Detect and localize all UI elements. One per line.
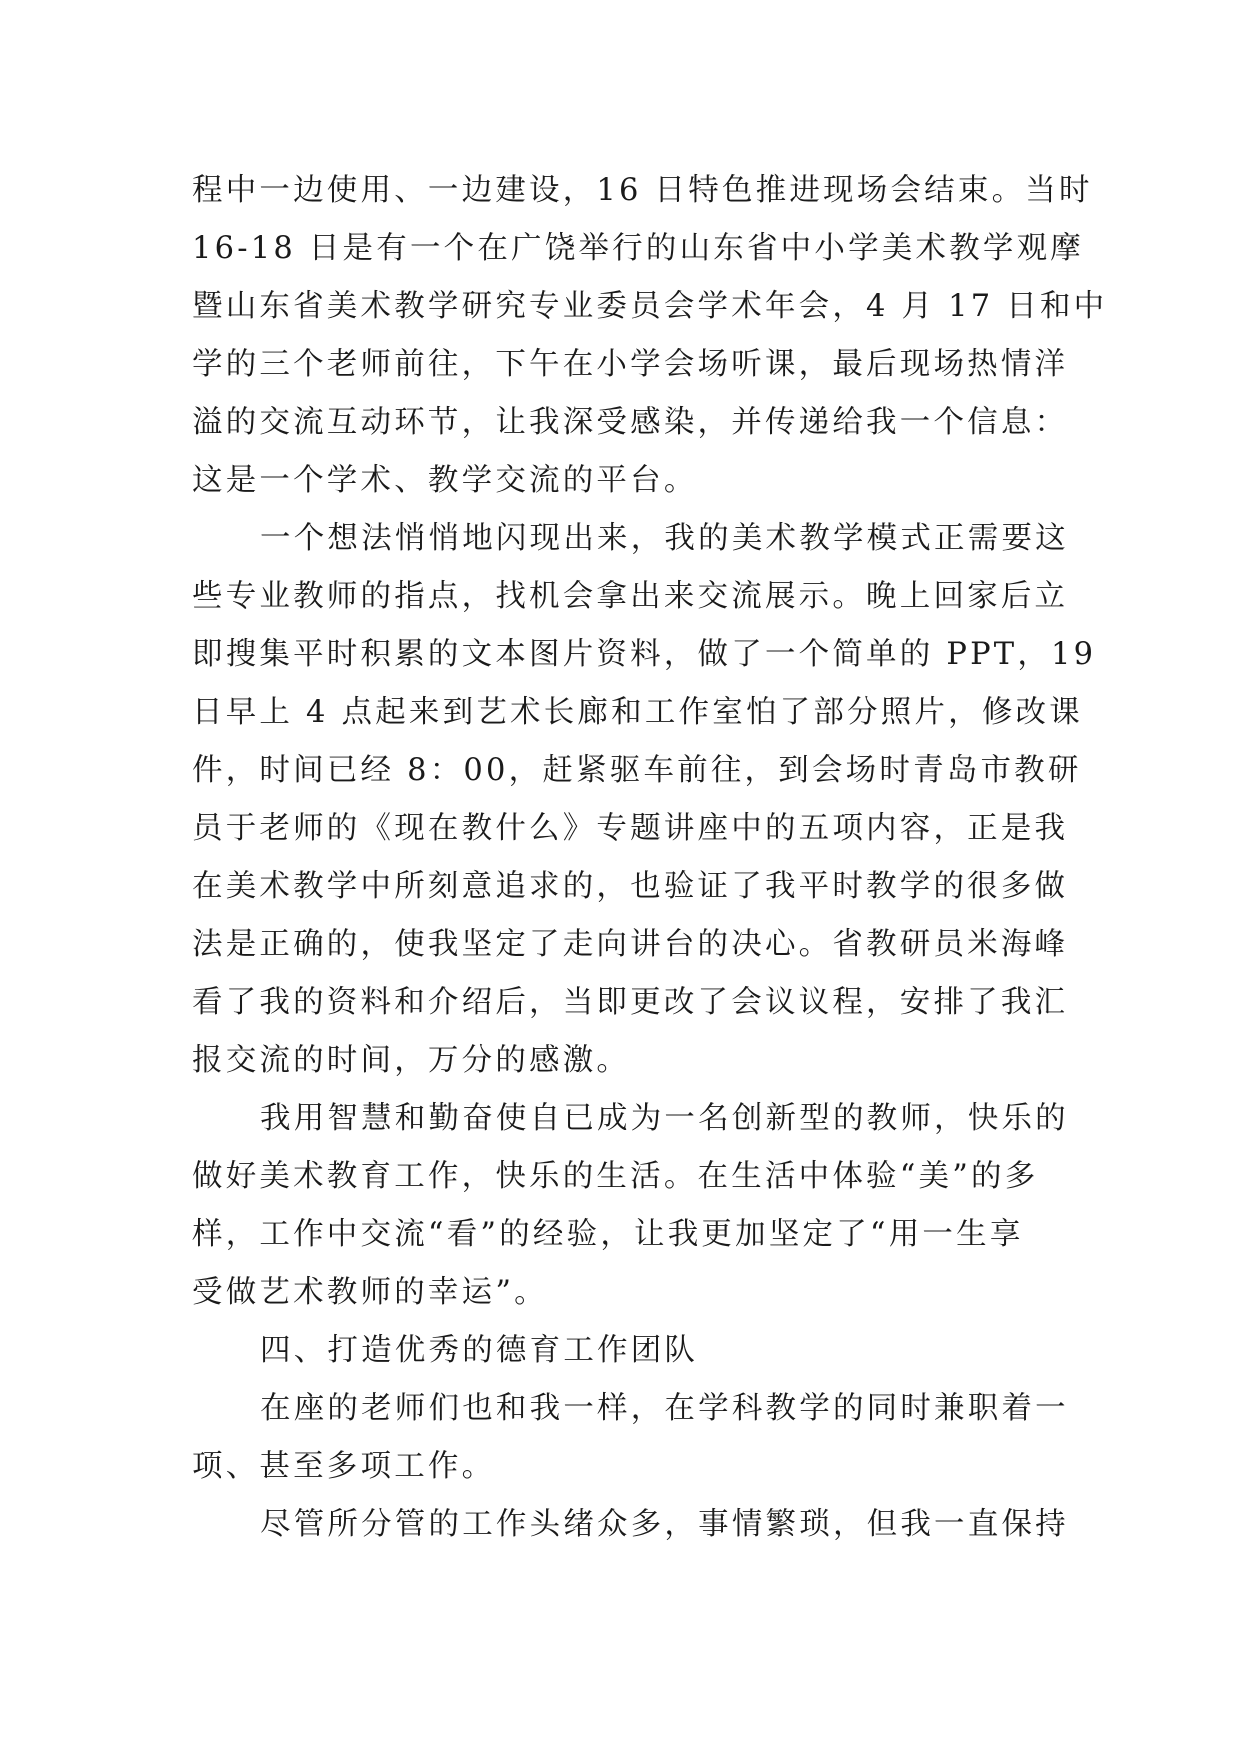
- text-line: 法是正确的，使我坚定了走向讲台的决心。省教研员米海峰: [192, 927, 1069, 962]
- text-line: 即搜集平时积累的文本图片资料，做了一个简单的 PPT，19: [192, 637, 1097, 672]
- text-line: 看了我的资料和介绍后，当即更改了会议议程，安排了我汇: [192, 985, 1069, 1020]
- text-line: 一个想法悄悄地闪现出来，我的美术教学模式正需要这: [260, 521, 1069, 556]
- text-line: 受做艺术教师的幸运”。: [192, 1275, 548, 1310]
- text-line: 这是一个学术、教学交流的平台。: [192, 463, 698, 498]
- body-text: [192, 162, 1108, 1554]
- text-line: 项、甚至多项工作。: [192, 1449, 496, 1484]
- text-line: 四、打造优秀的德育工作团队: [260, 1333, 699, 1368]
- text-line: 样，工作中交流“看”的经验，让我更加坚定了“用一生享: [192, 1217, 1024, 1252]
- text-line: 在美术教学中所刻意追求的，也验证了我平时教学的很多做: [192, 869, 1069, 904]
- text-line: 做好美术教育工作，快乐的生活。在生活中体验“美”的多: [192, 1159, 1039, 1194]
- text-line: 报交流的时间，万分的感激。: [192, 1043, 631, 1078]
- text-line: 程中一边使用、一边建设，16 日特色推进现场会结束。当时: [192, 173, 1093, 208]
- text-line: 16-18 日是有一个在广饶举行的山东省中小学美术教学观摩: [192, 231, 1084, 266]
- text-line: 学的三个老师前往，下午在小学会场听课，最后现场热情洋: [192, 347, 1069, 382]
- text-line: 尽管所分管的工作头绪众多，事情繁琐，但我一直保持: [260, 1507, 1069, 1542]
- text-line: 些专业教师的指点，找机会拿出来交流展示。晚上回家后立: [192, 579, 1069, 614]
- text-line: 暨山东省美术教学研究专业委员会学术年会，4 月 17 日和中: [192, 289, 1108, 324]
- text-line: 溢的交流互动环节，让我深受感染，并传递给我一个信息：: [192, 405, 1069, 440]
- text-line: 在座的老师们也和我一样，在学科教学的同时兼职着一: [260, 1391, 1069, 1426]
- text-line: 件，时间已经 8：00，赶紧驱车前往，到会场时青岛市教研: [192, 753, 1082, 788]
- text-line: 员于老师的《现在教什么》专题讲座中的五项内容，正是我: [192, 811, 1069, 846]
- text-line: 日早上 4 点起来到艺术长廊和工作室怕了部分照片，修改课: [192, 695, 1083, 730]
- text-line: 我用智慧和勤奋使自已成为一名创新型的教师，快乐的: [260, 1101, 1069, 1136]
